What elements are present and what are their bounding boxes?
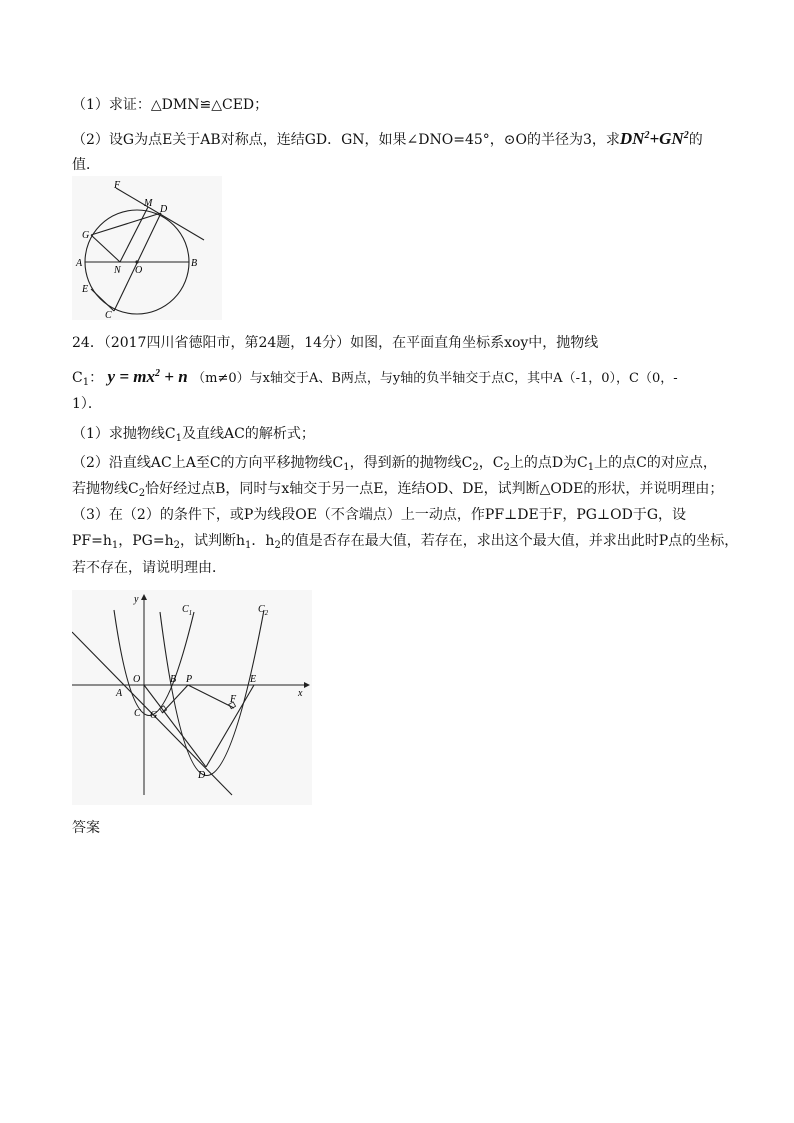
q23-figure — [72, 176, 222, 320]
label-G: G — [150, 710, 158, 721]
c1-sub: 1 — [82, 377, 90, 388]
label-O: O — [135, 265, 143, 276]
q24-part1-a: （1）求抛物线C — [72, 426, 176, 442]
label-P: P — [186, 674, 193, 685]
c1-label: C — [72, 370, 83, 386]
q24-p3-s2: 2 — [173, 540, 180, 551]
label-C: C — [134, 708, 141, 719]
q24-p2-s3: 2 — [503, 462, 510, 473]
label-x: x — [298, 688, 303, 699]
plus-sign: + — [649, 129, 660, 148]
q24-p2-s1: 1 — [343, 462, 350, 473]
q24-part1-sub: 1 — [175, 433, 182, 444]
label-B: B — [191, 258, 198, 269]
dn-term: DN — [619, 129, 645, 148]
q23-part2-text: （2）设G为点E关于AB对称点，连结GD．GN，如果∠DNO=45°，⊙O的半径为3，求 — [72, 132, 620, 148]
label-A: A — [116, 688, 123, 699]
q24-p2-2s: 2 — [138, 488, 146, 499]
q24-p2-e: 上的点C的对应点， — [594, 455, 717, 471]
eq-mx: mx — [133, 367, 156, 386]
q24-equation-line — [72, 364, 678, 393]
q24-p3-a: PF=h — [72, 533, 112, 549]
q24-p3-c: ，试判断h — [180, 533, 246, 549]
label-E: E — [250, 674, 257, 685]
eq-y: y — [107, 367, 116, 386]
gn-exponent: 2 — [683, 130, 689, 141]
label-B: B — [170, 674, 177, 685]
q24-part2-line2 — [72, 479, 723, 504]
eq-equals: = — [115, 367, 134, 386]
q24-part3-line2 — [72, 531, 738, 556]
q24-p3-s3: 1 — [245, 540, 252, 551]
label-A: A — [76, 258, 83, 269]
label-y: y — [134, 594, 139, 605]
c1-colon: ： — [89, 370, 104, 386]
label-N: N — [114, 265, 121, 276]
q24-part3-line1: （3）在（2）的条件下，或P为线段OE（不含端点）上一动点，作PF⊥DE于F，PG⊥OD于G，设 — [72, 507, 687, 523]
q24-p2-2a: 若抛物线C — [72, 481, 139, 497]
q24-figure — [72, 590, 312, 805]
label-C1: $C_1$ — [182, 604, 193, 617]
answer-heading: 答案 — [72, 820, 100, 836]
q24-part1 — [72, 424, 315, 449]
q23-part2-cont: 值． — [72, 157, 100, 173]
eq-exponent: 2 — [155, 368, 161, 379]
eq-plus-n: + n — [160, 367, 188, 386]
q24-condition: （m≠0）与x轴交于A、B两点，与y轴的负半轴交于点C，其中A（-1，0），C（0，- — [192, 371, 678, 386]
label-C2: $C_2$ — [258, 604, 269, 617]
q24-p2-s2: 2 — [472, 462, 479, 473]
q23-part1: （1）求证：△DMN≌△CED； — [72, 97, 269, 113]
q24-p3-d: ．h — [251, 533, 275, 549]
q24-p2-a: （2）沿直线AC上A至C的方向平移抛物线C — [72, 455, 344, 471]
q24-p3-e: 的值是否存在最大值，若存在，求出这个最大值，并求出此时P点的坐标， — [280, 533, 739, 549]
label-M: M — [144, 198, 153, 209]
q24-part1-b: 及直线AC的解析式； — [182, 426, 315, 442]
label-E: E — [82, 284, 89, 295]
q24-p3-b: ，PG=h — [118, 533, 174, 549]
label-O: O — [133, 674, 141, 685]
q24-p2-c: ，C — [478, 455, 504, 471]
gn-term: GN — [659, 129, 684, 148]
dn-exponent: 2 — [644, 130, 650, 141]
label-F: F — [114, 180, 121, 191]
q24-header: 24．（2017四川省德阳市，第24题，14分）如图，在平面直角坐标系xoy中，抛物线 — [72, 335, 599, 351]
q24-part2-line1 — [72, 453, 717, 478]
q24-cont: 1）． — [72, 396, 102, 412]
q24-p2-d: 上的点D为C — [509, 455, 588, 471]
q24-part3-line3: 若不存在，请说明理由． — [72, 560, 226, 576]
label-F: F — [230, 694, 237, 705]
q24-p2-2b: 恰好经过点B，同时与x轴交于另一点E，连结OD、DE，试判断△ODE的形状，并说明理由； — [145, 481, 724, 497]
label-D: D — [198, 770, 206, 781]
label-C: C — [105, 310, 112, 320]
q23-part2-suffix: 的 — [688, 132, 703, 148]
q24-p2-s4: 1 — [587, 462, 595, 473]
q24-p2-b: ，得到新的抛物线C — [349, 455, 473, 471]
q24-p3-s1: 1 — [111, 540, 119, 551]
q24-p3-s4: 2 — [274, 540, 281, 551]
label-G: G — [82, 230, 90, 241]
label-D: D — [160, 204, 168, 215]
q23-part2 — [72, 126, 703, 150]
